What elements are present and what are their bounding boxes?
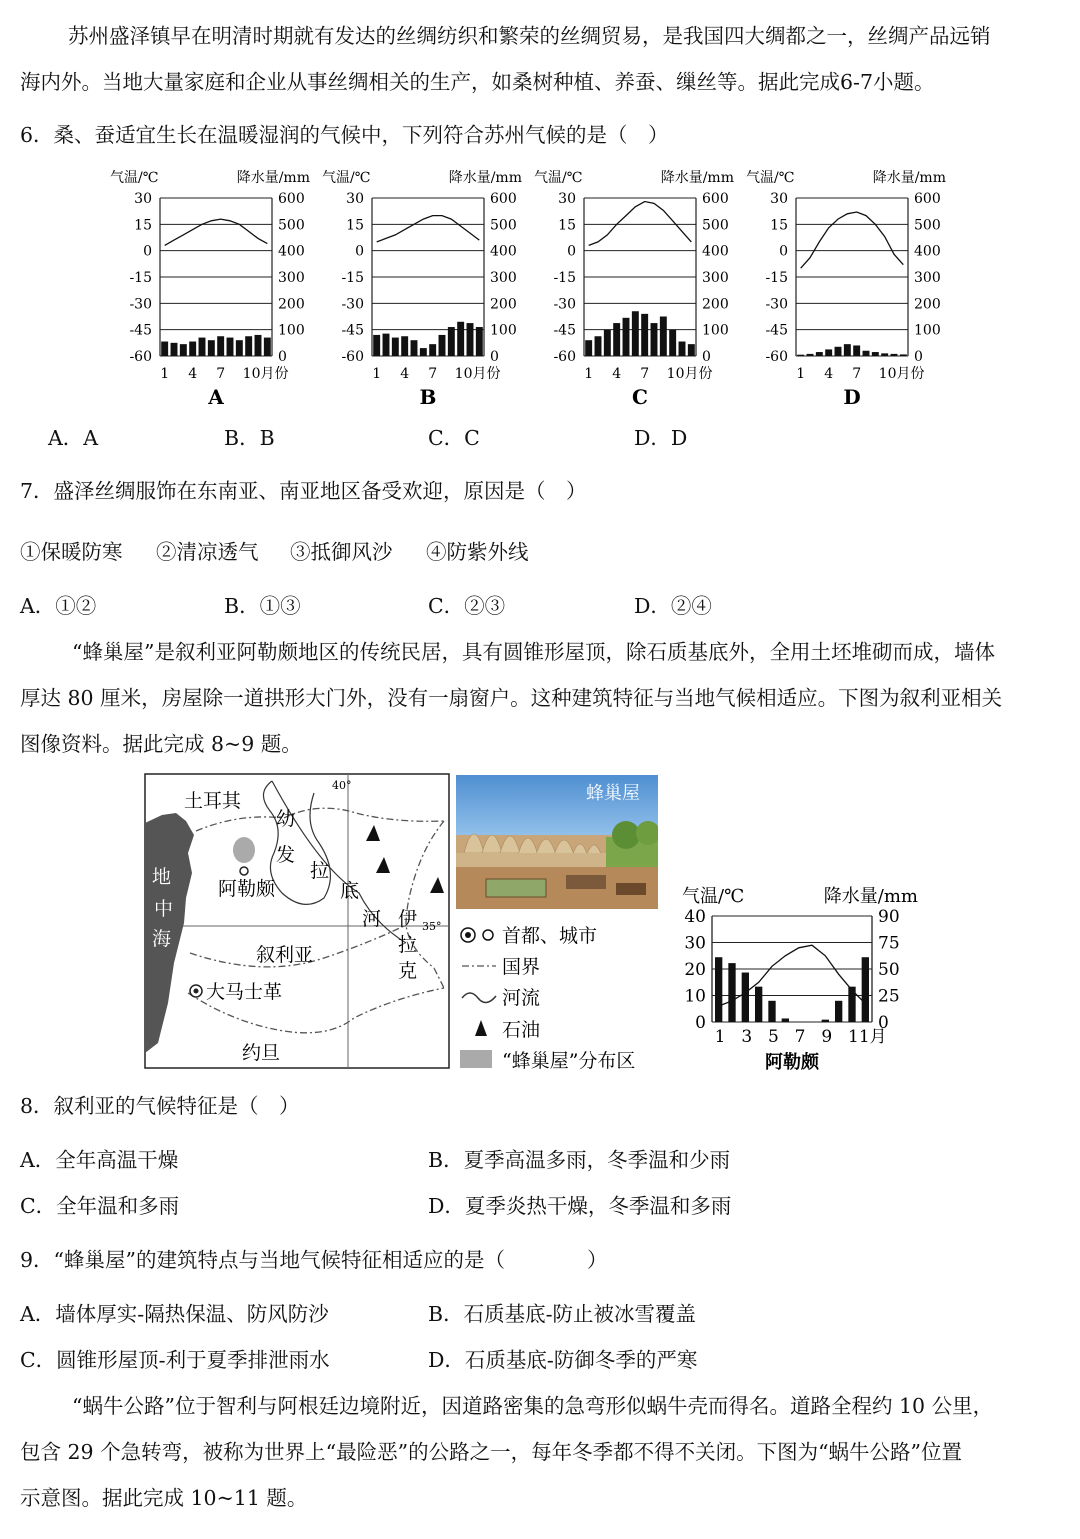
month-tick: 1 bbox=[160, 366, 170, 382]
panel-label: C bbox=[632, 385, 648, 409]
precip-bar bbox=[373, 335, 380, 356]
precip-tick: 100 bbox=[490, 322, 517, 339]
temp-tick: 15 bbox=[558, 217, 576, 234]
temp-line bbox=[377, 216, 480, 242]
precip-tick: 0 bbox=[490, 349, 499, 365]
precip-tick: 400 bbox=[702, 243, 729, 260]
temp-tick: -45 bbox=[765, 322, 788, 339]
month-tick: 4 bbox=[400, 366, 410, 382]
q9-option-c[interactable]: C．圆锥形屋顶-利于夏季排泄雨水 bbox=[20, 1348, 330, 1372]
precip-axis-label: 降水量/mm bbox=[872, 170, 946, 186]
month-tick: 10月份 bbox=[242, 366, 289, 382]
temp-tick: 15 bbox=[770, 217, 788, 234]
map-label-turkey: 土耳其 bbox=[184, 790, 242, 812]
precip-bar bbox=[891, 354, 898, 356]
precip-tick: 600 bbox=[702, 191, 729, 207]
aleppo-month-tick: 1 bbox=[714, 1027, 726, 1047]
q7-choice-2: ②清凉透气 bbox=[156, 540, 259, 564]
temp-tick: 30 bbox=[346, 191, 364, 207]
q7-option-c[interactable]: C．②③ bbox=[428, 594, 506, 618]
temp-axis-label: 气温/℃ bbox=[110, 170, 159, 186]
precip-tick: 500 bbox=[278, 217, 305, 234]
precip-bar bbox=[660, 317, 667, 357]
aleppo-temp-tick: 20 bbox=[684, 960, 706, 980]
climate-chart-D bbox=[746, 169, 946, 409]
precip-bar bbox=[411, 340, 418, 356]
map-label-lon: 40° bbox=[332, 779, 352, 792]
temp-line bbox=[165, 219, 268, 245]
temp-tick: -45 bbox=[341, 322, 364, 339]
map-label-damascus: 大马士革 bbox=[206, 981, 283, 1003]
precip-tick: 400 bbox=[914, 243, 941, 260]
precip-tick: 200 bbox=[278, 296, 305, 313]
aleppo-city-marker bbox=[240, 867, 248, 875]
precip-bar bbox=[595, 336, 602, 356]
aleppo-precip-bar bbox=[755, 987, 762, 1022]
precip-tick: 300 bbox=[490, 270, 517, 286]
precip-axis-label: 降水量/mm bbox=[660, 170, 734, 186]
precip-tick: 500 bbox=[490, 217, 517, 234]
map-label-med-2: 中 bbox=[154, 898, 174, 920]
panel-label: A bbox=[208, 385, 224, 409]
month-tick: 4 bbox=[824, 366, 834, 382]
precip-bar bbox=[669, 330, 676, 356]
map-label-iraq-2: 拉 bbox=[398, 934, 418, 956]
temp-tick: -60 bbox=[129, 349, 152, 365]
temp-tick: -15 bbox=[341, 270, 364, 286]
q8-option-a[interactable]: A．全年高温干燥 bbox=[20, 1148, 179, 1172]
month-tick: 7 bbox=[640, 366, 650, 382]
temp-tick: -30 bbox=[341, 296, 364, 313]
map-label-jordan: 约旦 bbox=[242, 1042, 281, 1064]
precip-bar bbox=[161, 342, 168, 356]
precip-bar bbox=[401, 336, 408, 356]
q7-choice-4: ④防紫外线 bbox=[426, 540, 529, 564]
syria-map bbox=[144, 773, 450, 1069]
intro2-line1: “蜂巢屋”是叙利亚阿勒颇地区的传统民居，具有圆锥形屋顶，除石质基底外，全用土坯堆砌而成，墙体 bbox=[72, 640, 995, 664]
q9-stem: 9．“蜂巢屋”的建筑特点与当地气候特征相适应的是（ ） bbox=[20, 1248, 608, 1272]
aleppo-precip-bar bbox=[768, 1001, 775, 1022]
q8-option-b[interactable]: B．夏季高温多雨，冬季温和少雨 bbox=[428, 1148, 731, 1172]
q6-stem: 6．桑、蚕适宜生长在温暖湿润的气候中，下列符合苏州气候的是（ ） bbox=[20, 123, 669, 147]
q6-option-c[interactable]: C．C bbox=[428, 426, 480, 450]
aleppo-temp-label: 气温/℃ bbox=[682, 886, 745, 907]
temp-tick: 0 bbox=[567, 243, 576, 260]
temp-tick: -45 bbox=[553, 322, 576, 339]
precip-tick: 300 bbox=[278, 270, 305, 286]
aleppo-precip-bar bbox=[835, 1001, 842, 1022]
temp-line bbox=[589, 202, 692, 246]
aleppo-precip-tick: 75 bbox=[878, 933, 900, 954]
precip-bar bbox=[467, 323, 474, 356]
precip-bar bbox=[189, 342, 196, 356]
map-label-euphrates-4: 底 bbox=[340, 880, 360, 902]
month-tick: 4 bbox=[188, 366, 198, 382]
q8-option-d[interactable]: D．夏季炎热干燥，冬季温和多雨 bbox=[428, 1194, 732, 1218]
beehive-area-swatch bbox=[460, 1050, 492, 1068]
map-label-iraq-3: 克 bbox=[398, 960, 418, 982]
precip-tick: 600 bbox=[278, 191, 305, 207]
temp-tick: -15 bbox=[553, 270, 576, 286]
legend-border: 国界 bbox=[502, 956, 541, 978]
precip-tick: 300 bbox=[702, 270, 729, 286]
map-label-euphrates-5: 河 bbox=[362, 908, 382, 930]
precip-bar bbox=[420, 348, 427, 356]
panel-label: B bbox=[419, 385, 437, 409]
precip-bar bbox=[429, 344, 436, 356]
aleppo-climate-chart bbox=[676, 882, 926, 1074]
precip-bar bbox=[255, 335, 262, 356]
precip-bar bbox=[797, 355, 804, 356]
precip-bar bbox=[816, 352, 823, 356]
precip-tick: 0 bbox=[702, 349, 711, 365]
precip-tick: 100 bbox=[914, 322, 941, 339]
oil-icon bbox=[475, 1020, 487, 1036]
photo-title: 蜂巢屋 bbox=[586, 783, 640, 804]
aleppo-precip-bar bbox=[822, 1020, 829, 1022]
precip-bar bbox=[613, 323, 620, 356]
map-label-syria: 叙利亚 bbox=[256, 944, 314, 966]
precip-tick: 300 bbox=[914, 270, 941, 286]
temp-axis-label: 气温/℃ bbox=[746, 170, 795, 186]
intro3-line2: 包含 29 个急转弯，被称为世界上“最险恶”的公路之一，每年冬季都不得不关闭。下图为“蜗牛公路”位置 bbox=[20, 1440, 963, 1464]
precip-bar bbox=[825, 349, 832, 356]
aleppo-precip-tick: 90 bbox=[878, 907, 900, 927]
precip-bar bbox=[236, 340, 243, 356]
precip-bar bbox=[604, 330, 611, 356]
precip-tick: 200 bbox=[490, 296, 517, 313]
intro3-line3: 示意图。据此完成 10~11 题。 bbox=[20, 1486, 308, 1510]
aleppo-precip-bar bbox=[715, 957, 722, 1022]
precip-tick: 400 bbox=[490, 243, 517, 260]
temp-axis-label: 气温/℃ bbox=[534, 170, 583, 186]
q9-option-d[interactable]: D．石质基底-防御冬季的严寒 bbox=[428, 1348, 698, 1372]
intro1-line1: 苏州盛泽镇早在明清时期就有发达的丝绸纺织和繁荣的丝绸贸易，是我国四大绸都之一，丝绸产品远销 bbox=[68, 24, 991, 48]
month-tick: 1 bbox=[796, 366, 806, 382]
precip-bar bbox=[383, 334, 390, 356]
q7-option-b[interactable]: B．①③ bbox=[224, 594, 301, 618]
month-tick: 10月份 bbox=[454, 366, 501, 382]
q8-stem: 8．叙利亚的气候特征是（ ） bbox=[20, 1094, 300, 1118]
q7-option-d[interactable]: D．②④ bbox=[634, 594, 712, 618]
precip-bar bbox=[900, 354, 907, 356]
precip-tick: 200 bbox=[914, 296, 941, 313]
map-label-euphrates-2: 发 bbox=[276, 844, 296, 866]
map-label-med-3: 海 bbox=[152, 928, 172, 950]
aleppo-precip-label: 降水量/mm bbox=[823, 886, 918, 907]
precip-bar bbox=[835, 347, 842, 356]
temp-tick: 15 bbox=[346, 217, 364, 234]
aleppo-precip-bar bbox=[862, 957, 869, 1022]
month-tick: 1 bbox=[372, 366, 382, 382]
q6-option-a[interactable]: A．A bbox=[48, 426, 99, 450]
aleppo-month-tick: 3 bbox=[741, 1027, 753, 1047]
precip-tick: 500 bbox=[914, 217, 941, 234]
aleppo-month-tick: 5 bbox=[768, 1027, 779, 1047]
temp-tick: 30 bbox=[770, 191, 788, 207]
precip-bar bbox=[623, 318, 630, 356]
precip-bar bbox=[392, 338, 399, 356]
climate-charts bbox=[110, 160, 960, 410]
precip-bar bbox=[853, 345, 860, 356]
legend-oil: 石油 bbox=[502, 1019, 541, 1041]
q8-option-c[interactable]: C．全年温和多雨 bbox=[20, 1194, 180, 1218]
beehive-house-photo bbox=[456, 775, 658, 909]
precip-bar bbox=[448, 327, 455, 356]
precip-bar bbox=[632, 311, 639, 356]
temp-tick: 0 bbox=[143, 243, 152, 260]
precip-axis-label: 降水量/mm bbox=[448, 170, 522, 186]
temp-tick: -30 bbox=[129, 296, 152, 313]
aleppo-precip-tick: 25 bbox=[878, 986, 900, 1007]
aleppo-temp-tick: 0 bbox=[695, 1013, 706, 1033]
precip-bar bbox=[180, 344, 187, 356]
intro3-line1: “蜗牛公路”位于智利与阿根廷边境附近，因道路密集的急弯形似蜗牛壳而得名。道路全程约 10 公里， bbox=[72, 1394, 994, 1418]
legend-city: 首都、城市 bbox=[502, 925, 598, 947]
temp-tick: 15 bbox=[134, 217, 152, 234]
aleppo-temp-tick: 30 bbox=[684, 933, 706, 954]
precip-tick: 600 bbox=[490, 191, 517, 207]
precip-bar bbox=[476, 327, 483, 356]
map-label-euphrates-3: 拉 bbox=[310, 860, 330, 882]
aleppo-temp-tick: 10 bbox=[684, 986, 706, 1007]
month-tick: 7 bbox=[428, 366, 438, 382]
aleppo-precip-tick: 0 bbox=[878, 1013, 889, 1033]
month-tick: 10月份 bbox=[666, 366, 713, 382]
map-legend bbox=[456, 918, 674, 1074]
q7-choice-1: ①保暖防寒 bbox=[20, 540, 123, 564]
precip-bar bbox=[439, 335, 446, 356]
q7-option-a[interactable]: A．①② bbox=[20, 594, 97, 618]
precip-bar bbox=[217, 336, 224, 356]
month-tick: 4 bbox=[612, 366, 622, 382]
aleppo-month-tick: 9 bbox=[821, 1027, 833, 1047]
precip-bar bbox=[264, 338, 271, 356]
precip-tick: 400 bbox=[278, 243, 305, 260]
precip-bar bbox=[171, 343, 178, 356]
q6-option-b[interactable]: B．B bbox=[224, 426, 275, 450]
temp-axis-label: 气温/℃ bbox=[322, 170, 371, 186]
precip-bar bbox=[585, 340, 592, 356]
intro1-line2: 海内外。当地大量家庭和企业从事丝绸相关的生产，如桑树种植、养蚕、缫丝等。据此完成6-7小题。 bbox=[20, 70, 935, 94]
precip-bar bbox=[641, 314, 648, 356]
precip-bar bbox=[807, 354, 814, 356]
month-tick: 7 bbox=[852, 366, 862, 382]
aleppo-precip-bar bbox=[742, 973, 749, 1022]
q9-option-a[interactable]: A．墙体厚实-隔热保温、防风防沙 bbox=[20, 1302, 329, 1326]
month-tick: 1 bbox=[584, 366, 594, 382]
temp-tick: -45 bbox=[129, 322, 152, 339]
precip-tick: 0 bbox=[278, 349, 287, 365]
aleppo-temp-tick: 40 bbox=[684, 907, 706, 927]
q6-option-d[interactable]: D．D bbox=[634, 426, 688, 450]
precip-bar bbox=[227, 338, 234, 356]
temp-tick: -30 bbox=[553, 296, 576, 313]
precip-bar bbox=[245, 336, 252, 356]
precip-bar bbox=[457, 322, 464, 356]
legend-river: 河流 bbox=[502, 987, 541, 1009]
aleppo-month-tick: 11月 bbox=[848, 1027, 887, 1047]
intro2-line2: 厚达 80 厘米，房屋除一道拱形大门外，没有一扇窗户。这种建筑特征与当地气候相适应。下图为叙利亚相关 bbox=[20, 686, 1003, 710]
temp-tick: -30 bbox=[765, 296, 788, 313]
temp-tick: 0 bbox=[779, 243, 788, 260]
precip-bar bbox=[199, 338, 206, 356]
temp-tick: 0 bbox=[355, 243, 364, 260]
map-label-aleppo: 阿勒颇 bbox=[218, 878, 276, 900]
intro2-line3: 图像资料。据此完成 8~9 题。 bbox=[20, 732, 302, 756]
precip-bar bbox=[844, 344, 851, 356]
precip-bar bbox=[208, 340, 215, 356]
legend-beehive: “蜂巢屋”分布区 bbox=[502, 1050, 636, 1072]
temp-tick: 30 bbox=[134, 191, 152, 207]
q7-choice-3: ③抵御风沙 bbox=[290, 540, 393, 564]
aleppo-temp-line bbox=[719, 945, 866, 1006]
precip-tick: 0 bbox=[914, 349, 923, 365]
aleppo-month-tick: 7 bbox=[794, 1027, 806, 1047]
precip-axis-label: 降水量/mm bbox=[236, 170, 310, 186]
precip-bar bbox=[651, 323, 658, 356]
precip-tick: 100 bbox=[278, 322, 305, 339]
precip-bar bbox=[881, 353, 888, 356]
beehive-distribution-area bbox=[233, 837, 255, 863]
precip-tick: 500 bbox=[702, 217, 729, 234]
climate-chart-A bbox=[110, 169, 310, 409]
precip-bar bbox=[863, 351, 870, 356]
temp-tick: -15 bbox=[129, 270, 152, 286]
precip-tick: 600 bbox=[914, 191, 941, 207]
map-label-med-1: 地 bbox=[152, 866, 172, 888]
precip-bar bbox=[872, 352, 879, 356]
month-tick: 10月份 bbox=[878, 366, 925, 382]
aleppo-precip-tick: 50 bbox=[878, 960, 900, 980]
temp-tick: 30 bbox=[558, 191, 576, 207]
temp-tick: -15 bbox=[765, 270, 788, 286]
precip-bar bbox=[679, 342, 686, 356]
q9-option-b[interactable]: B．石质基底-防止被冰雪覆盖 bbox=[428, 1302, 696, 1326]
map-label-lat: 35° bbox=[422, 920, 442, 933]
precip-tick: 200 bbox=[702, 296, 729, 313]
temp-tick: -60 bbox=[553, 349, 576, 365]
panel-label: D bbox=[843, 385, 861, 409]
aleppo-precip-bar bbox=[728, 963, 735, 1022]
temp-line bbox=[801, 212, 904, 268]
climate-chart-B bbox=[322, 169, 522, 409]
temp-tick: -60 bbox=[765, 349, 788, 365]
climate-chart-C bbox=[534, 169, 734, 409]
month-tick: 7 bbox=[216, 366, 226, 382]
map-label-iraq-1: 伊 bbox=[398, 908, 418, 930]
temp-tick: -60 bbox=[341, 349, 364, 365]
precip-tick: 100 bbox=[702, 322, 729, 339]
aleppo-precip-bar bbox=[782, 1018, 789, 1022]
precip-bar bbox=[688, 344, 695, 356]
aleppo-caption: 阿勒颇 bbox=[765, 1052, 819, 1073]
map-label-euphrates-1: 幼 bbox=[276, 808, 296, 830]
q7-stem: 7．盛泽丝绸服饰在东南亚、南亚地区备受欢迎，原因是（ ） bbox=[20, 479, 587, 503]
